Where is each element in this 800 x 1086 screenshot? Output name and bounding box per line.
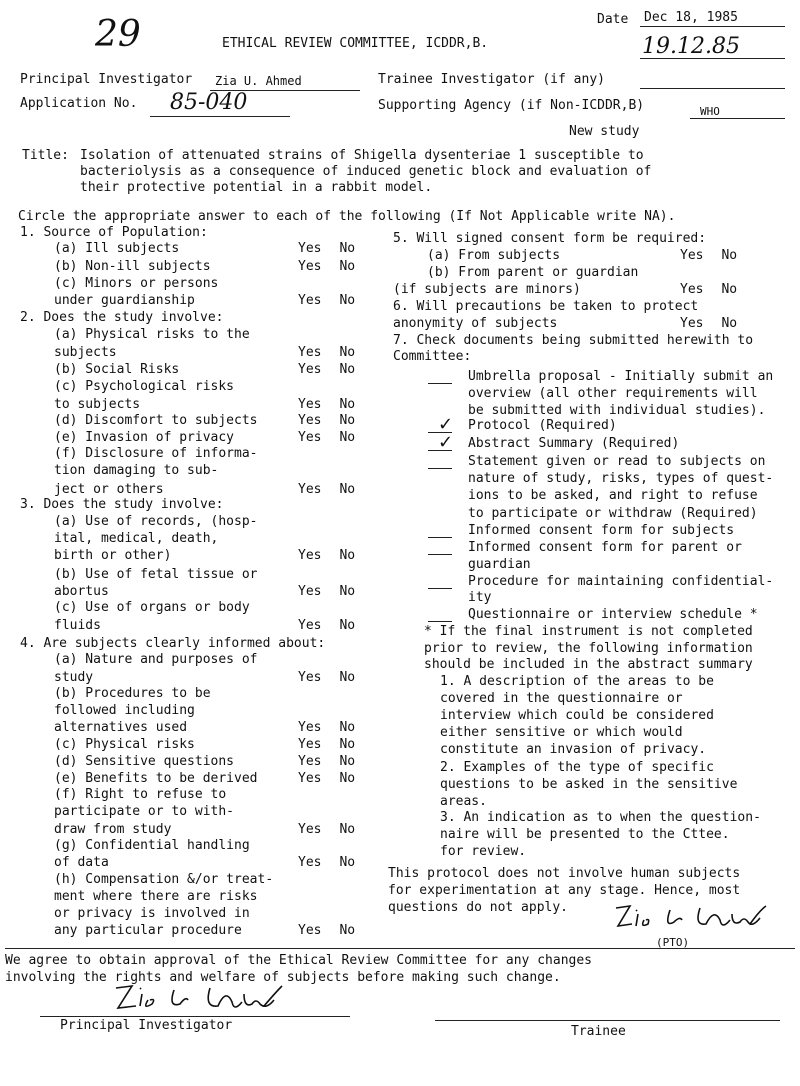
left-question-line: (f) Disclosure of informa- [54, 446, 258, 461]
left-question-line: 3. Does the study involve: [20, 497, 224, 512]
right-question-line: 7. Check documents being submitted herewith to [393, 333, 754, 348]
committee-title: ETHICAL REVIEW COMMITTEE, ICDDR,B. [222, 36, 489, 51]
signature-pi [110, 982, 300, 1018]
yes-no-options [298, 362, 355, 377]
no-option[interactable]: No [339, 855, 356, 870]
left-question-line: under guardianship [54, 293, 195, 308]
right-question-line: 2. Examples of the type of specific [440, 760, 714, 775]
yes-option[interactable]: Yes [298, 430, 322, 445]
left-question-line: 4. Are subjects clearly informed about: [20, 636, 326, 651]
no-option[interactable]: No [339, 259, 356, 274]
no-option[interactable]: No [339, 548, 356, 563]
yes-option[interactable]: Yes [298, 482, 322, 497]
yes-no-options [298, 241, 355, 256]
left-question-line: (b) Use of fetal tissue or [54, 567, 258, 582]
no-option[interactable]: No [339, 923, 356, 938]
title-label: Title: [22, 148, 69, 163]
checkbox-line[interactable] [428, 537, 452, 538]
left-question-line: (c) Minors or persons [54, 276, 219, 291]
left-question-line: tion damaging to sub- [54, 463, 219, 478]
checkbox-line[interactable] [428, 588, 452, 589]
check-mark-icon: ✓ [438, 432, 454, 453]
left-question-line: (b) Social Risks [54, 362, 180, 377]
title-line-1: Isolation of attenuated strains of Shigella dysenteriae 1 susceptible to [80, 148, 644, 163]
left-question-line: (e) Invasion of privacy [54, 430, 235, 445]
no-option[interactable]: No [339, 430, 356, 445]
yes-option[interactable]: Yes [298, 822, 322, 837]
left-question-line: (a) Nature and purposes of [54, 652, 258, 667]
right-question-line: Abstract Summary (Required) [468, 436, 680, 451]
date-label: Date [597, 12, 629, 27]
checkbox-line[interactable] [428, 468, 452, 469]
right-question-line: either sensitive or which would [440, 725, 683, 740]
right-question-line: covered in the questionnaire or [440, 691, 683, 706]
right-question-line: overview (all other requirements will [468, 386, 758, 401]
right-question-line: (b) From parent or guardian [427, 265, 639, 280]
right-question-line: Questionnaire or interview schedule * [468, 607, 758, 622]
yes-option[interactable]: Yes [298, 259, 322, 274]
right-question-line: 1. A description of the areas to be [440, 674, 714, 689]
pi-label: Principal Investigator [20, 72, 193, 87]
left-question-line: participate or to with- [54, 804, 235, 819]
no-option[interactable]: No [339, 584, 356, 599]
left-question-line: (a) Ill subjects [54, 241, 180, 256]
yes-option[interactable]: Yes [298, 584, 322, 599]
no-option[interactable]: No [339, 670, 356, 685]
right-question-line: * If the final instrument is not completed [424, 624, 753, 639]
yes-option[interactable]: Yes [298, 855, 322, 870]
yes-no-options [680, 316, 737, 331]
right-question-line: 6. Will precautions be taken to protect [393, 299, 699, 314]
no-option[interactable]: No [339, 618, 356, 633]
yes-no-options [298, 720, 355, 735]
right-question-line: 3. An indication as to when the question- [440, 810, 761, 825]
yes-option[interactable]: Yes [680, 248, 704, 263]
left-question-line: (a) Use of records, (hosp- [54, 514, 258, 529]
left-question-line: (c) Use of organs or body [54, 600, 250, 615]
left-question-line: (d) Sensitive questions [54, 754, 235, 769]
no-option[interactable]: No [339, 822, 356, 837]
no-option[interactable]: No [339, 362, 356, 377]
no-option[interactable]: No [339, 293, 356, 308]
check-mark-icon: ✓ [438, 414, 454, 435]
pi-value: Zia U. Ahmed [215, 74, 302, 88]
left-question-line: 1. Source of Population: [20, 225, 208, 240]
left-question-line: (b) Non-ill subjects [54, 259, 211, 274]
yes-option[interactable]: Yes [298, 771, 322, 786]
right-question-line: questions to be asked in the sensitive [440, 777, 738, 792]
right-question-line: (a) From subjects [427, 248, 561, 263]
signature-note [610, 900, 780, 940]
right-question-line: ions to be asked, and right to refuse [468, 488, 758, 503]
left-question-line: (h) Compensation &/or treat- [54, 872, 274, 887]
yes-no-options [298, 754, 355, 769]
agreement-line-2: involving the rights and welfare of subjects before making such change. [5, 970, 561, 985]
left-question-line: abortus [54, 584, 109, 599]
left-question-line: study [54, 670, 94, 685]
right-question-line: Committee: [393, 349, 472, 364]
left-question-line: draw from study [54, 822, 172, 837]
left-question-line: (d) Discomfort to subjects [54, 413, 258, 428]
no-option[interactable]: No [339, 771, 356, 786]
right-question-line: guardian [468, 557, 531, 572]
date-value: Dec 18, 1985 [644, 10, 738, 25]
yes-option[interactable]: Yes [298, 923, 322, 938]
yes-no-options [680, 282, 737, 297]
left-question-line: fluids [54, 618, 101, 633]
yes-no-options [298, 618, 355, 633]
yes-option[interactable]: Yes [298, 548, 322, 563]
checkbox-line[interactable] [428, 621, 452, 622]
right-question-line: nature of study, risks, types of quest- [468, 471, 774, 486]
no-option[interactable]: No [721, 248, 738, 263]
yes-no-options [298, 397, 355, 412]
yes-no-options [298, 548, 355, 563]
yes-no-options [298, 482, 355, 497]
no-option[interactable]: No [339, 345, 356, 360]
left-question-line: (c) Psychological risks [54, 379, 235, 394]
no-option[interactable]: No [339, 482, 356, 497]
no-option[interactable]: No [339, 241, 356, 256]
yes-option[interactable]: Yes [298, 618, 322, 633]
no-option[interactable]: No [339, 754, 356, 769]
yes-option[interactable]: Yes [298, 737, 322, 752]
left-question-line: (g) Confidential handling [54, 838, 250, 853]
left-question-line: ject or others [54, 482, 164, 497]
handwritten-date: 19.12.85 [642, 34, 740, 59]
left-question-line: ital, medical, death, [54, 531, 219, 546]
yes-no-options [298, 855, 355, 870]
yes-no-options [298, 822, 355, 837]
left-question-line: (a) Physical risks to the [54, 327, 250, 342]
yes-option[interactable]: Yes [298, 720, 322, 735]
left-question-line: (f) Right to refuse to [54, 787, 227, 802]
agency-label: Supporting Agency (if Non-ICDDR,B) [378, 98, 645, 113]
right-question-line: (if subjects are minors) [393, 282, 581, 297]
no-option[interactable]: No [721, 282, 738, 297]
right-question-line: should be included in the abstract summary [424, 657, 753, 672]
yes-option[interactable]: Yes [680, 282, 704, 297]
yes-no-options [298, 771, 355, 786]
left-question-line: ment where there are risks [54, 889, 258, 904]
yes-option[interactable]: Yes [298, 362, 322, 377]
checkbox-line[interactable] [428, 554, 452, 555]
checkbox-line[interactable] [428, 383, 452, 384]
left-question-line: or privacy is involved in [54, 906, 250, 921]
yes-option[interactable]: Yes [680, 316, 704, 331]
yes-no-options [298, 430, 355, 445]
yes-no-options [298, 923, 355, 938]
left-question-line: followed including [54, 703, 195, 718]
yes-option[interactable]: Yes [298, 754, 322, 769]
no-option[interactable]: No [339, 720, 356, 735]
application-number: 85-040 [170, 90, 248, 115]
yes-option[interactable]: Yes [298, 241, 322, 256]
yes-option[interactable]: Yes [298, 413, 322, 428]
pto-label: (PTO) [656, 936, 690, 949]
yes-no-options [298, 584, 355, 599]
right-question-line: constitute an invasion of privacy. [440, 742, 707, 757]
title-line-2: bacteriolysis as a consequence of induced genetic block and evaluation of [80, 164, 652, 179]
left-question-line: (e) Benefits to be derived [54, 771, 258, 786]
no-option[interactable]: No [339, 397, 356, 412]
left-question-line: alternatives used [54, 720, 188, 735]
note-line-3: questions do not apply. [388, 900, 569, 915]
yes-option[interactable]: Yes [298, 293, 322, 308]
left-question-line: birth or other) [54, 548, 172, 563]
agreement-line-1: We agree to obtain approval of the Ethical Review Committee for any changes [5, 953, 592, 968]
yes-no-options [298, 293, 355, 308]
divider [5, 948, 795, 949]
no-option[interactable]: No [339, 737, 356, 752]
left-question-line: of data [54, 855, 109, 870]
note-line-2: for experimentation at any stage. Hence, most [388, 883, 741, 898]
right-question-line: 5. Will signed consent form be required: [393, 231, 707, 246]
no-option[interactable]: No [339, 413, 356, 428]
agency-value: WHO [700, 105, 720, 118]
right-question-line: Statement given or read to subjects on [468, 454, 766, 469]
yes-option[interactable]: Yes [298, 670, 322, 685]
right-question-line: prior to review, the following information [424, 641, 753, 656]
yes-no-options [298, 413, 355, 428]
no-option[interactable]: No [721, 316, 738, 331]
right-question-line: naire will be presented to the Cttee. [440, 827, 730, 842]
title-line-3: their protective potential in a rabbit model. [80, 180, 433, 195]
trainee-label: Trainee Investigator (if any) [378, 72, 605, 87]
right-question-line: interview which could be considered [440, 708, 714, 723]
right-question-line: Umbrella proposal - Initially submit an [468, 369, 774, 384]
application-label: Application No. [20, 96, 138, 111]
right-question-line: Informed consent form for subjects [468, 523, 735, 538]
yes-option[interactable]: Yes [298, 397, 322, 412]
yes-option[interactable]: Yes [298, 345, 322, 360]
right-question-line: Protocol (Required) [468, 418, 617, 433]
left-question-line: 2. Does the study involve: [20, 310, 224, 325]
yes-no-options [298, 737, 355, 752]
right-question-line: anonymity of subjects [393, 316, 558, 331]
trainee-signature-label: Trainee [571, 1024, 626, 1039]
document-number: 29 [95, 14, 141, 55]
right-question-line: ity [468, 590, 492, 605]
note-line-1: This protocol does not involve human subjects [388, 866, 741, 881]
yes-no-options [680, 248, 737, 263]
right-question-line: for review. [440, 844, 527, 859]
yes-no-options [298, 345, 355, 360]
yes-no-options [298, 259, 355, 274]
left-question-line: to subjects [54, 397, 141, 412]
left-question-line: subjects [54, 345, 117, 360]
study-type: New study [569, 124, 640, 139]
left-question-line: any particular procedure [54, 923, 242, 938]
left-question-line: (c) Physical risks [54, 737, 195, 752]
yes-no-options [298, 670, 355, 685]
left-question-line: (b) Procedures to be [54, 686, 211, 701]
instructions: Circle the appropriate answer to each of the following (If Not Applicable write NA). [18, 209, 676, 224]
right-question-line: be submitted with individual studies). [468, 403, 766, 418]
right-question-line: Informed consent form for parent or [468, 540, 742, 555]
right-question-line: areas. [440, 794, 487, 809]
pi-signature-label: Principal Investigator [60, 1018, 233, 1033]
right-question-line: to participate or withdraw (Required) [468, 506, 758, 521]
right-question-line: Procedure for maintaining confidential- [468, 574, 774, 589]
